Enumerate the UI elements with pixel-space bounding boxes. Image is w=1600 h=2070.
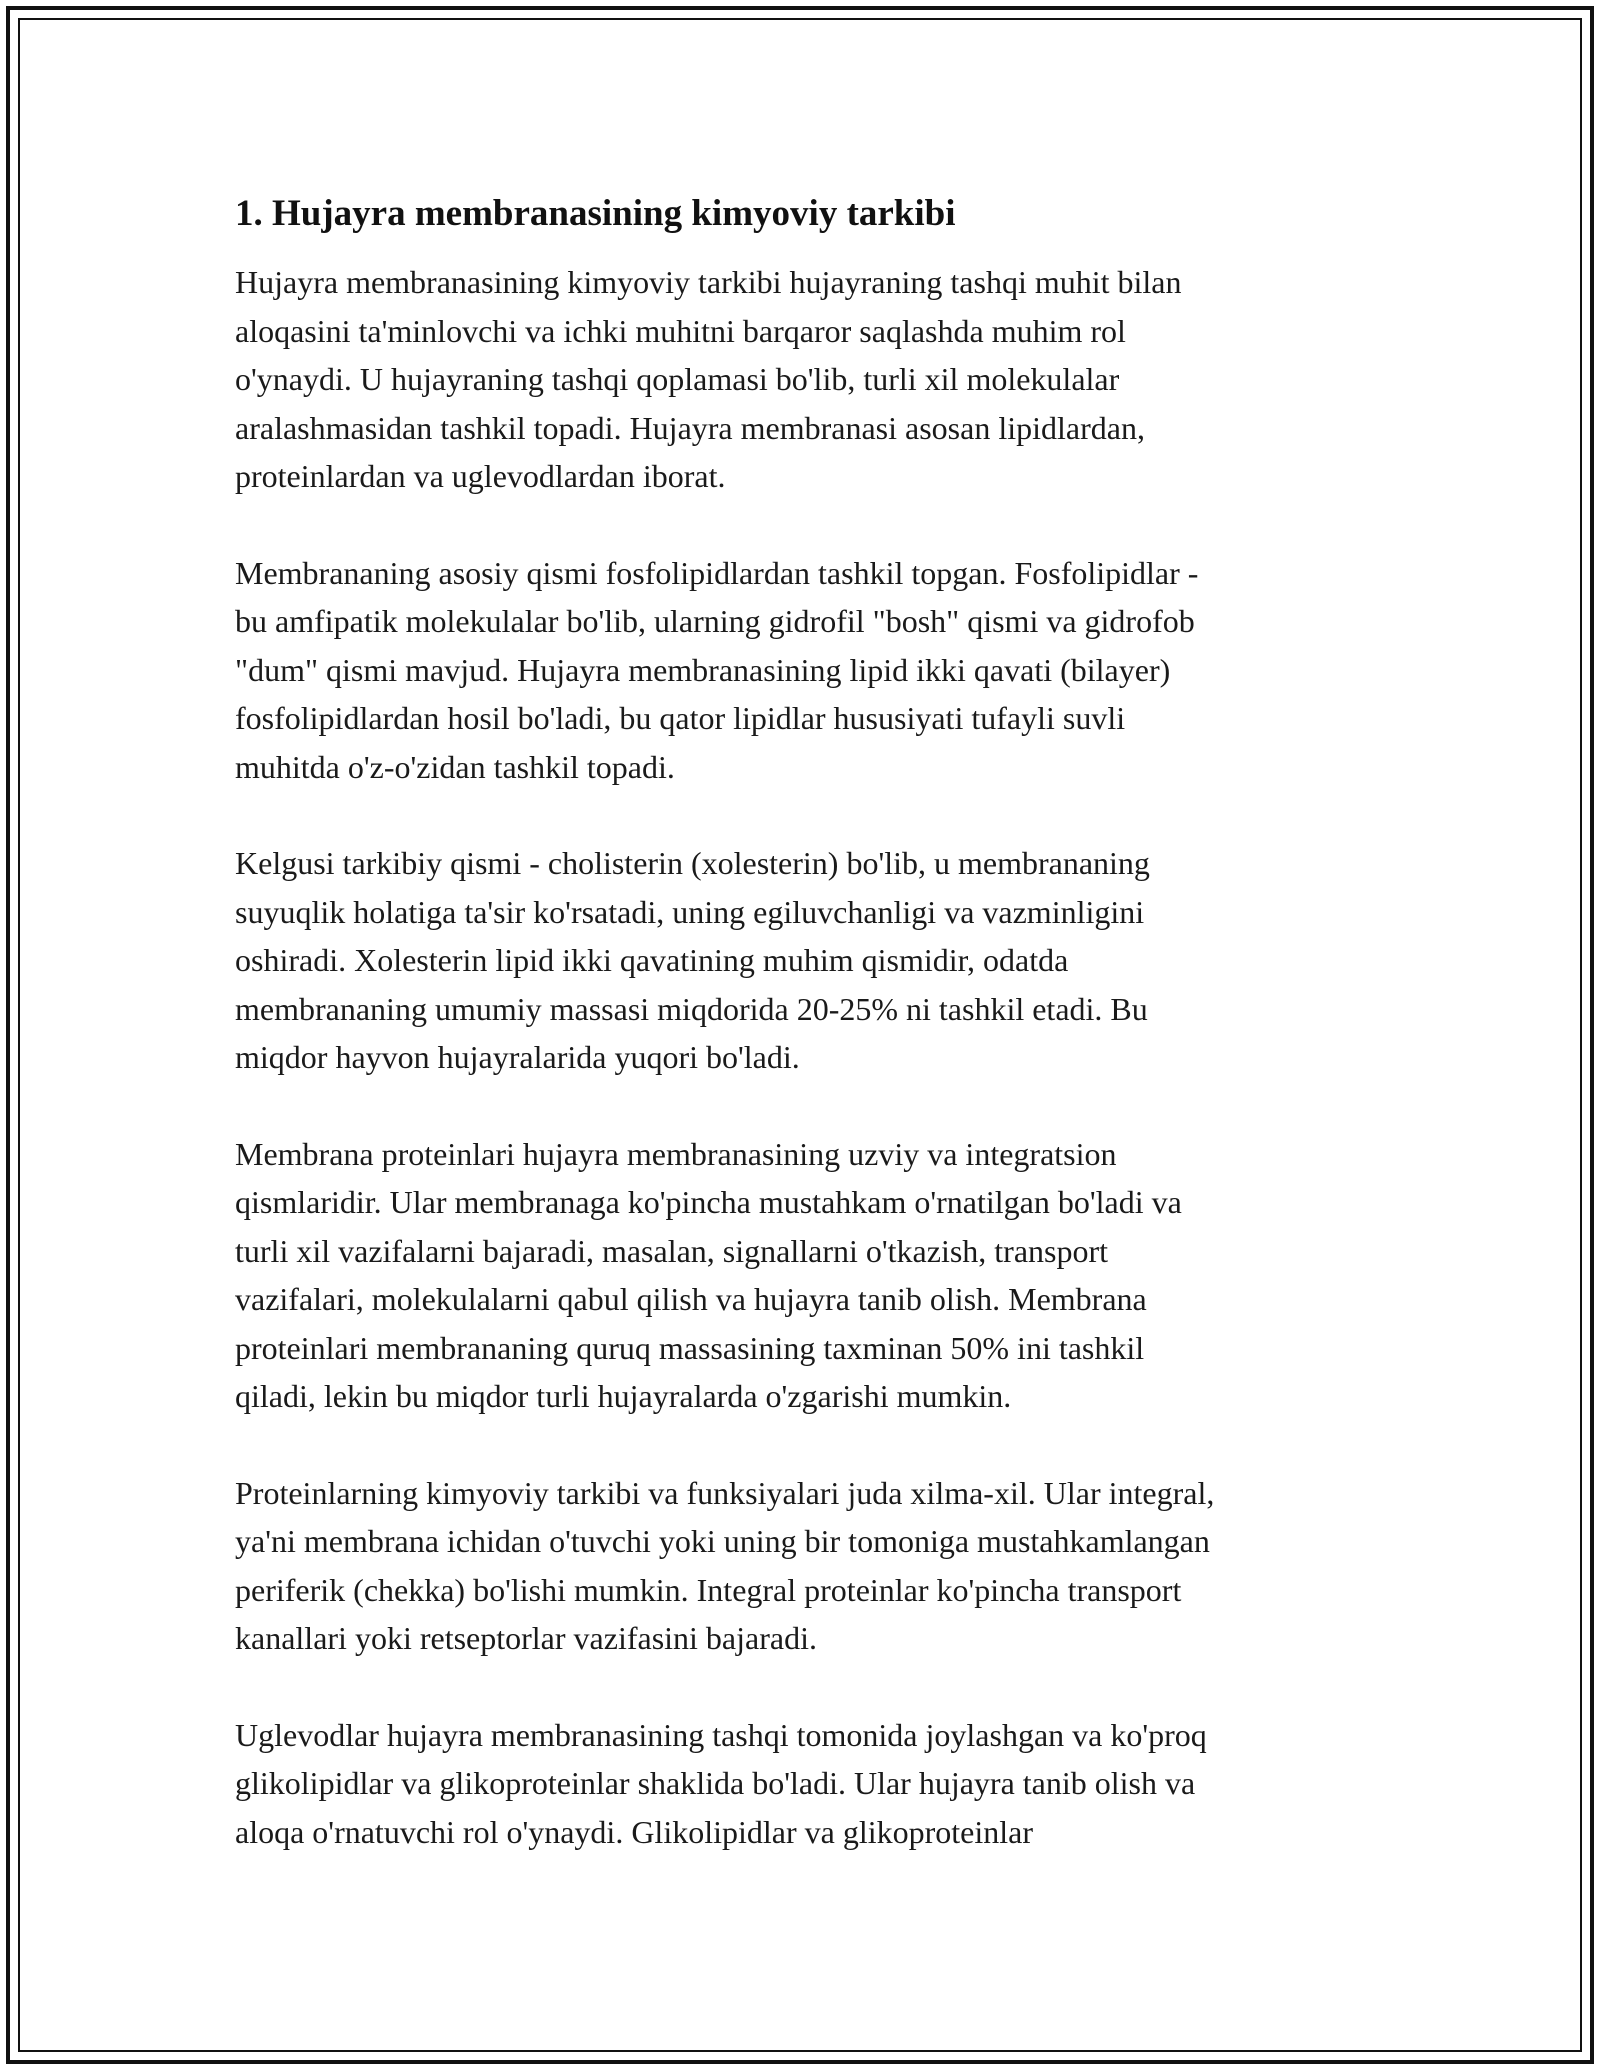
paragraph-line: proteinlari membrananing quruq massasining taxminan 50% ini tashkil: [235, 1329, 1145, 1366]
paragraph-line: aloqasini ta'minlovchi va ichki muhitni barqaror saqlashda muhim rol: [235, 312, 1126, 349]
paragraph-list: [235, 258, 1385, 1856]
body-paragraph: [235, 549, 1385, 792]
paragraph-line: o'ynaydi. U hujayraning tashqi qoplamasi bo'lib, turli xil molekulalar: [235, 361, 1120, 397]
paragraph-line: suyuqlik holatiga ta'sir ko'rsatadi, uning egiluvchanligi va vazminligini: [235, 893, 1145, 930]
paragraph-line: Uglevodlar hujayra membranasining tashqi tomonida joylashgan va ko'proq: [235, 1716, 1207, 1753]
paragraph-line: periferik (chekka) bo'lishi mumkin. Integral proteinlar ko'pincha transport: [235, 1571, 1182, 1608]
paragraph-line: Hujayra membranasining kimyoviy tarkibi hujayraning tashqi muhit bilan: [235, 264, 1182, 300]
paragraph-line: ya'ni membrana ichidan o'tuvchi yoki uning bir tomoniga mustahkamlangan: [235, 1523, 1210, 1559]
paragraph-line: Kelgusi tarkibiy qismi - cholisterin (xolesterin) bo'lib, u membrananing: [235, 845, 1150, 881]
paragraph-line: kanallari yoki retseptorlar vazifasini bajaradi.: [235, 1620, 817, 1656]
paragraph-line: fosfolipidlardan hosil bo'ladi, bu qator lipidlar hususiyati tufayli suvli: [235, 700, 1126, 736]
document-body: [235, 190, 1385, 1904]
paragraph-line: Membrana proteinlari hujayra membranasining uzviy va integratsion: [235, 1135, 1117, 1172]
paragraph-line: membrananing umumiy massasi miqdorida 20-25% ni tashkil etadi. Bu: [235, 990, 1148, 1027]
body-paragraph: [235, 839, 1385, 1082]
body-paragraph: [235, 1130, 1385, 1421]
paragraph-line: Proteinlarning kimyoviy tarkibi va funksiyalari juda xilma-xil. Ular integral,: [235, 1474, 1215, 1511]
paragraph-line: bu amfipatik molekulalar bo'lib, ularning gidrofil "bosh" qismi va gidrofob: [235, 603, 1195, 639]
paragraph-line: qiladi, lekin bu miqdor turli hujayralarda o'zgarishi mumkin.: [235, 1378, 1012, 1414]
section-heading: 1. Hujayra membranasining kimyoviy tarkibi: [235, 193, 956, 234]
paragraph-line: glikolipidlar va glikoproteinlar shaklida bo'ladi. Ular hujayra tanib olish va: [235, 1765, 1196, 1801]
paragraph-line: turli xil vazifalarni bajaradi, masalan, signallarni o'tkazish, transport: [235, 1232, 1109, 1269]
body-paragraph: [235, 1711, 1385, 1857]
body-paragraph: [235, 1469, 1385, 1663]
paragraph-line: qismlaridir. Ular membranaga ko'pincha mustahkam o'rnatilgan bo'ladi va: [235, 1184, 1182, 1220]
paragraph-line: aloqa o'rnatuvchi rol o'ynaydi. Glikolipidlar va glikoproteinlar: [235, 1813, 1033, 1850]
paragraph-line: vazifalari, molekulalarni qabul qilish va hujayra tanib olish. Membrana: [235, 1281, 1147, 1317]
paragraph-line: Membrananing asosiy qismi fosfolipidlardan tashkil topgan. Fosfolipidlar -: [235, 554, 1199, 591]
paragraph-line: proteinlardan va uglevodlardan iborat.: [235, 458, 726, 494]
paragraph-line: muhitda o'z-o'zidan tashkil topadi.: [235, 748, 675, 785]
paragraph-line: "dum" qismi mavjud. Hujayra membranasining lipid ikki qavati (bilayer): [235, 651, 1171, 688]
paragraph-line: miqdor hayvon hujayralarida yuqori bo'ladi.: [235, 1039, 800, 1075]
body-paragraph: [235, 258, 1385, 501]
paragraph-line: aralashmasidan tashkil topadi. Hujayra membranasi asosan lipidlardan,: [235, 409, 1145, 446]
paragraph-line: oshiradi. Xolesterin lipid ikki qavatining muhim qismidir, odatda: [235, 942, 1069, 978]
